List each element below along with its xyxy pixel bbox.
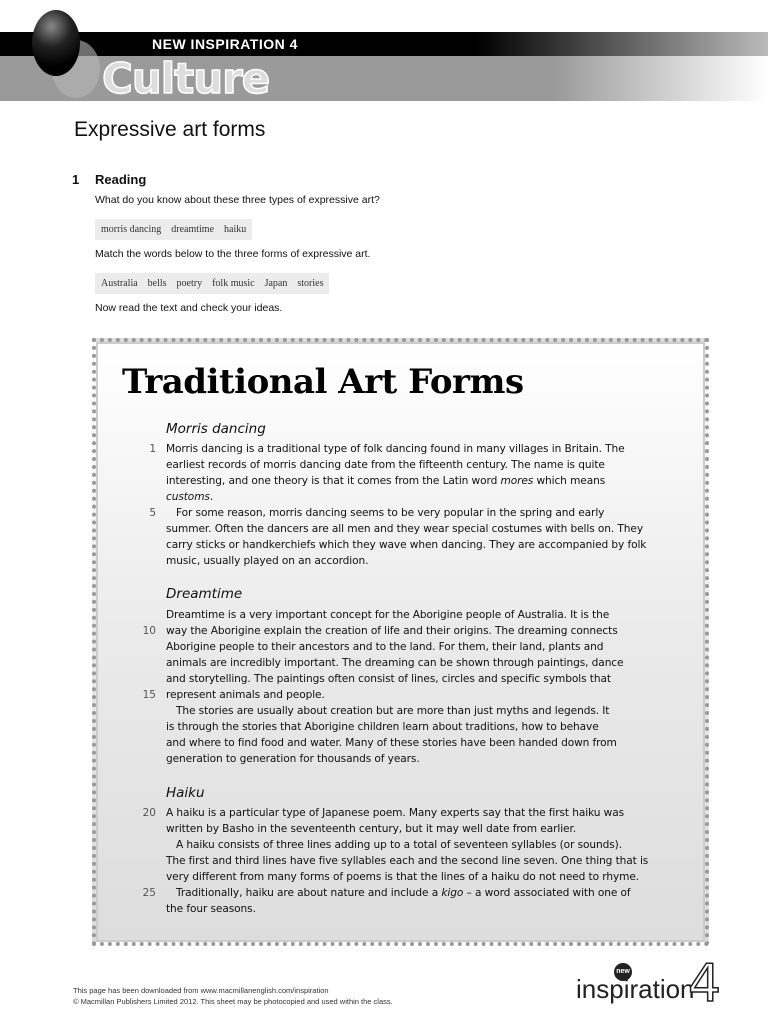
line-text: The stories are usually about creation but are more than just myths and legends. It: [176, 705, 610, 717]
word: haiku: [224, 224, 247, 235]
article-line: [166, 625, 618, 637]
line-text: interesting, and one theory is that it comes from the Latin word: [166, 475, 501, 487]
article-line: [166, 609, 609, 621]
line-text: The first and third lines have five syllables each and the second line seven. One thing that is: [166, 855, 649, 867]
word: folk music: [212, 278, 255, 289]
word: Japan: [264, 278, 288, 289]
article-line: [166, 443, 625, 455]
footer-copyright: © Macmillan Publishers Limited 2012. This sheet may be photocopied and used within the class.: [73, 997, 393, 1006]
article-title: Traditional Art Forms: [122, 362, 524, 402]
article-line: [166, 839, 622, 851]
line-text: earliest records of morris dancing date from the fifteenth century. The name is quite: [166, 459, 605, 471]
word-box-2: [95, 273, 329, 294]
instruction-3: Now read the text and check your ideas.: [95, 302, 283, 314]
article-line: [166, 855, 648, 867]
article-line: [166, 721, 599, 733]
series-title: NEW INSPIRATION 4: [152, 36, 298, 52]
header-band: [0, 32, 768, 56]
line-text: is through the stories that Aborigine children learn about traditions, how to behave: [166, 721, 599, 733]
word: morris dancing: [101, 224, 162, 235]
decorative-sphere: [32, 10, 80, 76]
line-text: and where to find food and water. Many of these stories have been handed down from: [166, 737, 617, 749]
article-line: [166, 689, 325, 701]
logo-word: inspiration: [576, 974, 695, 1004]
article-line: [166, 657, 623, 669]
article-subheading: Dreamtime: [166, 586, 243, 602]
line-text: summer. Often the dancers are all men and they wear special costumes with bells on. They: [166, 523, 644, 535]
line-number: 1: [149, 443, 156, 455]
article-line: [166, 459, 605, 471]
article-line: [166, 475, 605, 487]
word-box-1: [95, 219, 252, 240]
section-title: Culture: [102, 54, 270, 103]
article-line: [166, 887, 631, 899]
line-number: 20: [142, 807, 156, 819]
line-text: Dreamtime is a very important concept for the Aborigine people of Australia. It is the: [166, 609, 610, 621]
italic-term: kigo: [441, 887, 464, 899]
line-text: way the Aborigine explain the creation of life and their origins. The dreaming connects: [166, 625, 618, 637]
line-text: A haiku is a particular type of Japanese poem. Many experts say that the first haiku was: [166, 807, 625, 819]
logo-number: 4: [688, 954, 722, 1014]
article-subheading: Haiku: [166, 785, 205, 801]
word: dreamtime: [171, 224, 215, 235]
line-text: the four seasons.: [166, 903, 256, 915]
word: Australia: [101, 278, 138, 289]
article-line: [166, 807, 624, 819]
instruction-1: What do you know about these three types of expressive art?: [95, 194, 380, 206]
line-text: animals are incredibly important. The dreaming can be shown through paintings, dance: [166, 657, 624, 669]
article-line: [166, 539, 646, 551]
article-line: [166, 903, 256, 915]
italic-term: mores: [500, 475, 534, 487]
line-number: 25: [142, 887, 156, 899]
page-title: Expressive art forms: [74, 118, 266, 141]
article-line: [166, 491, 213, 503]
line-text: which means: [533, 475, 606, 487]
article-line: [166, 523, 643, 535]
exercise-number: 1: [72, 172, 80, 187]
exercise-title: Reading: [95, 172, 147, 187]
article-line: [166, 641, 603, 653]
line-text: For some reason, morris dancing seems to be very popular in the spring and early: [176, 507, 605, 519]
line-text: Traditionally, haiku are about nature and include a: [176, 887, 442, 899]
line-text: carry sticks or handkerchiefs which they wave when dancing. They are accompanied by folk: [166, 539, 647, 551]
line-text: A haiku consists of three lines adding up to a total of seventeen syllables (or sounds).: [176, 839, 622, 851]
article-line: [166, 823, 576, 835]
article-line: [166, 737, 617, 749]
inspiration-logo: [576, 954, 726, 1014]
article-line: [166, 753, 420, 765]
instruction-2: Match the words below to the three forms of expressive art.: [95, 248, 371, 260]
line-text: Morris dancing is a traditional type of folk dancing found in many villages in Britain. The: [166, 443, 625, 455]
article-line: [166, 705, 609, 717]
word: bells: [147, 278, 167, 289]
italic-term: customs: [166, 491, 210, 503]
article-line: [166, 673, 611, 685]
article-line: [166, 507, 604, 519]
line-text: very different from many forms of poems is that the lines of a haiku do not need to rhyme.: [166, 871, 640, 883]
logo-new-badge: new: [614, 963, 632, 981]
line-number: 15: [142, 689, 156, 701]
word: poetry: [176, 278, 203, 289]
line-number: 10: [142, 625, 156, 637]
line-text: written by Basho in the seventeenth century, but it may well date from earlier.: [166, 823, 577, 835]
line-text: represent animals and people.: [166, 689, 325, 701]
line-number: 5: [149, 507, 156, 519]
line-text: Aborigine people to their ancestors and to the land. For them, their land, plants and: [166, 641, 604, 653]
word: stories: [297, 278, 324, 289]
line-text: generation to generation for thousands of years.: [166, 753, 420, 765]
article-line: [166, 871, 639, 883]
line-text: music, usually played on an accordion.: [166, 555, 369, 567]
footer-download-note: This page has been downloaded from www.macmillanenglish.com/inspiration: [73, 986, 329, 995]
line-text: – a word associated with one of: [463, 887, 631, 899]
line-text: and storytelling. The paintings often consist of lines, circles and specific symbols that: [166, 673, 611, 685]
line-text: .: [209, 491, 214, 503]
article-subheading: Morris dancing: [166, 421, 266, 437]
article-line: [166, 555, 368, 567]
